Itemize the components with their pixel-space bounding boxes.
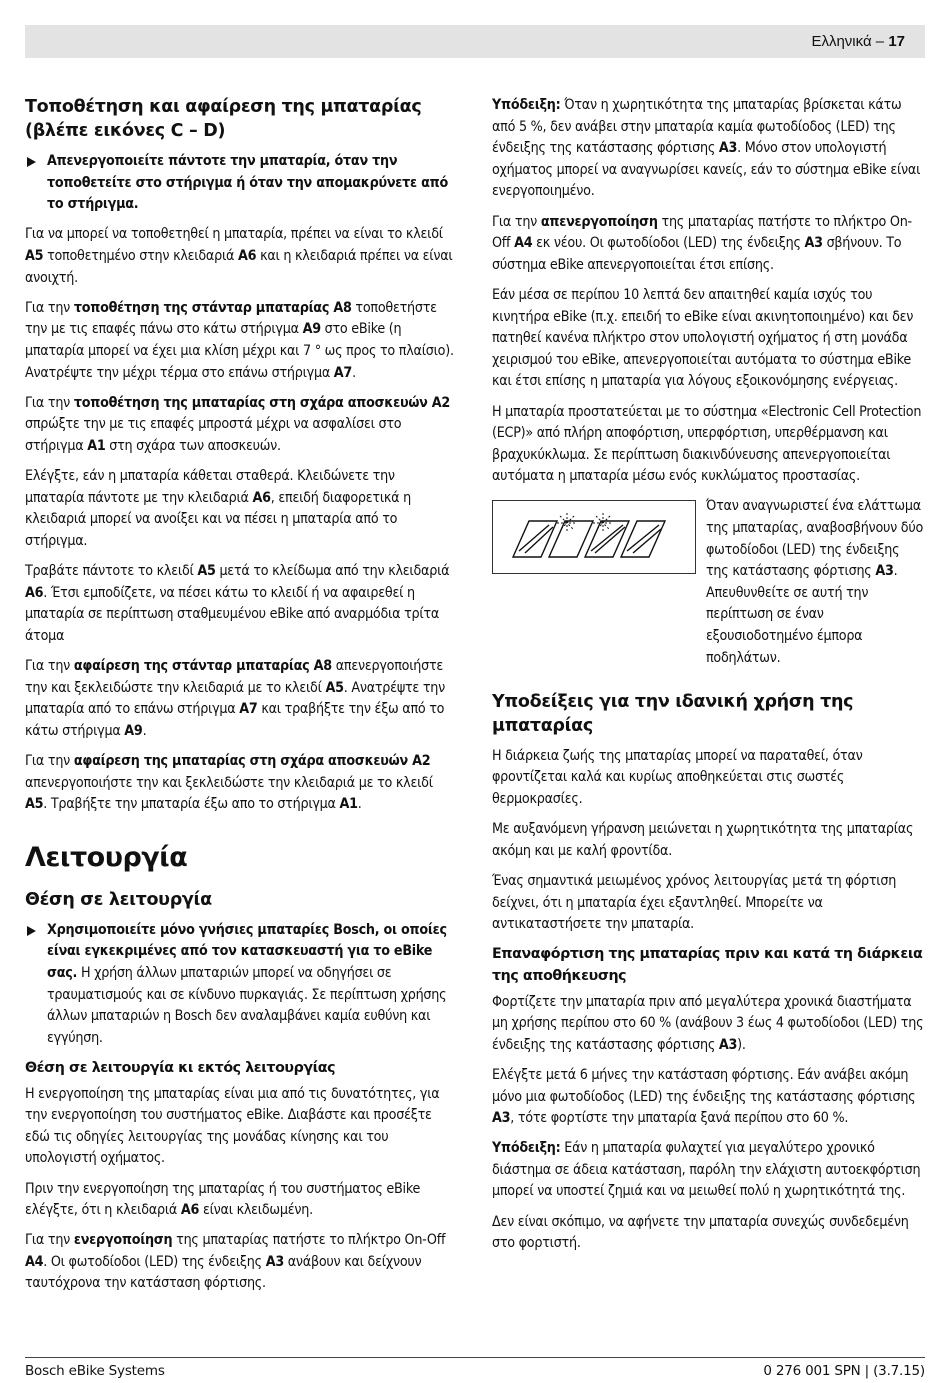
paragraph: Για την τοποθέτηση της μπαταρίας στη σχάρα αποσκευών A2 σπρώξτε την με τις επαφές μπροστά μέχρι να ασφαλίσει στο στήριγμα A1 στη σχάρα των αποσκευών. <box>25 394 451 454</box>
paragraph: Η ενεργοποίηση της μπαταρίας είναι μια από τις δυνατότητες, για την ενεργοποίηση του συστήματος eBike. Διαβάστε και προσέξτε εδώ τις οδηγίες λειτουργίας της μονάδας κίνησης και του υπολογιστή οχήματος. <box>25 1085 440 1167</box>
paragraph: Τραβάτε πάντοτε το κλειδί A5 μετά το κλείδωμα από την κλειδαριά A6. Έτσι εμποδίζετε, να πέσει κάτω το κλειδί ή να αφαιρεθεί η μπαταρία σε περίπτωση σταθμευμένου eBike από αναρμόδια τρίτα άτομα <box>25 563 450 644</box>
paragraph: Ένας σημαντικά μειωμένος χρόνος λειτουργίας μετά τη φόρτιση δείχνει, ότι η μπαταρία έχει εξαντληθεί. Μπορείτε να αντικαταστήσετε την μπαταρία. <box>492 872 897 933</box>
paragraph-fault: Όταν αναγνωριστεί ένα ελάττωμα της μπαταρίας, αναβοσβήνουν δύο φωτοδίοδοι (LED) της ένδειξης της κατάστασης φόρτισης A3. Απευθυνθείτε σε αυτή την περίπτωση σε έναν εξουσιοδοτημένο έμπορα ποδηλάτων. <box>706 498 924 666</box>
paragraph: Δεν είναι σκόπιμο, να αφήνετε την μπαταρία συνεχώς συνδεδεμένη στο φορτιστή. <box>492 1213 909 1252</box>
heading-startup: Θέση σε λειτουργία <box>25 889 212 910</box>
battery-led-flash-icon <box>499 507 689 567</box>
paragraph: Υπόδειξη: Εάν η μπαταρία φυλαχτεί για μεγαλύτερο χρονικό διάστημα σε άδεια κατάσταση, παρόλη την ελάχιστη αυτοεκφόρτιση μπορεί να υποστεί ζημιά και να μειωθεί πολύ η χωρητικότητά της. <box>492 1140 921 1200</box>
paragraph: Για την απενεργοποίηση της μπαταρίας πατήστε το πλήκτρο On-Off A4 εκ νέου. Οι φωτοδίοδοι (LED) της ένδειξης A3 σβήνουν. Το σύστημα eBike απενεργοποιείται έτσι επίσης. <box>492 213 912 273</box>
paragraph: Εάν μέσα σε περίπου 10 λεπτά δεν απαιτηθεί καμία ισχύς του κινητήρα eBike (π.χ. επειδή το eBike είναι ακινητοποιημένο) και δεν πατηθεί κανένα πλήκτρο στον υπολογιστή οχήματος ή στη μονάδα χειρισμού του eBike, απενεργοποιείται αυτόματα το σύστημα eBike και έτσι επίσης η μπαταρία για λόγους εξοικονόμησης ενέργειας. <box>492 286 914 390</box>
heading-on-off: Θέση σε λειτουργία κι εκτός λειτουργίας <box>25 1059 336 1076</box>
paragraph: Για την ενεργοποίηση της μπαταρίας πατήστε το πλήκτρο On-Off A4. Οι φωτοδίοδοι (LED) της ένδειξης A3 ανάβουν και δείχνουν ταυτόχρονα την κατάσταση φόρτισης. <box>25 1232 446 1292</box>
warning-switch-off: Απενεργοποιείτε πάντοτε την μπαταρία, όταν την τοποθετείτε στο στήριγμα ή όταν την απομακρύνετε από το στήριγμα. <box>25 151 457 216</box>
page-header <box>25 25 925 58</box>
right-column <box>492 95 924 1263</box>
paragraph: Για την αφαίρεση της στάνταρ μπαταρίας A8 απενεργοποιήστε την και ξεκλειδώστε την κλειδαριά με το κλειδί A5. Ανατρέψτε την μπαταρία από το επάνω στήριγμα A7 και τραβήξτε την έξω από το κάτω στήριγμα A9. <box>25 658 446 739</box>
footer-brand: Bosch eBike Systems <box>25 1363 165 1379</box>
paragraph: Πριν την ενεργοποίηση της μπαταρίας ή του συστήματος eBike ελέγξτε, ότι η κλειδαριά A6 είναι κλειδωμένη. <box>25 1180 421 1219</box>
paragraph: Η διάρκεια ζωής της μπαταρίας μπορεί να παραταθεί, όταν φροντίζεται καλά και κυρίως αποθηκεύεται στις σωστές θερμοκρασίες. <box>492 747 863 807</box>
paragraph: Για την τοποθέτηση της στάνταρ μπαταρίας A8 τοποθετήστε την με τις επαφές πάνω στο κάτω στήριγμα A9 στο eBike (η μπαταρία μπορεί να έχει μια κλίση μέχρι και 7 ° ως προς το πλαίσιο). Ανατρέψτε την μέχρι τέρμα στο επάνω στήριγμα A7. <box>25 299 454 381</box>
paragraph: Ελέγξτε, εάν η μπαταρία κάθεται σταθερά. Κλειδώνετε την μπαταρία πάντοτε με την κλειδαριά A6, επειδή διαφορετικά η κλειδαριά μπορεί να ανοίξει και να πέσει η μπαταρία από το στήριγμα. <box>25 468 411 549</box>
heading-operation: Λειτουργία <box>25 841 188 873</box>
footer-doc-number: 0 276 001 SPN | (3.7.15) <box>763 1363 925 1379</box>
led-fault-figure <box>492 500 696 574</box>
warning-genuine-batteries: Χρησιμοποιείτε μόνο γνήσιες μπαταρίες Bosch, οι οποίες είναι εγκεκριμένες από τον κατασκευαστή για το eBike σας. Η χρήση άλλων μπαταριών μπορεί να οδηγήσει σε τραυματισμούς και σε κίνδυνο πυρκαγιάς. Σε περίπτωση χρήσης άλλων μπαταριών η Bosch δεν αναλαμβάνει καμία ευθύνη και εγγύηση. <box>25 920 457 1050</box>
bullet-arrow-icon <box>27 926 36 936</box>
page-number: Ελληνικά – 17 <box>811 33 905 50</box>
heading-install-remove: Τοποθέτηση και αφαίρεση της μπαταρίας (βλέπε εικόνες C – D) <box>25 97 422 141</box>
page-footer <box>25 1357 925 1379</box>
heading-tips: Υποδείξεις για την ιδανική χρήση της μπαταρίας <box>492 691 854 736</box>
paragraph: Η μπαταρία προστατεύεται με το σύστημα «Electronic Cell Protection (ECP)» από πλήρη αποφόρτιση, υπερφόρτιση, υπερθέρμανση και βραχυκύκλωμα. Σε περίπτωση διακινδύνευσης απενεργοποιείται αυτόματα η μπαταρία μέσω ενός κυκλώματος προστασίας. <box>492 403 922 485</box>
paragraph: Για να μπορεί να τοποθετηθεί η μπαταρία, πρέπει να είναι το κλειδί A5 τοποθετημένο στην κλειδαριά A6 και η κλειδαριά πρέπει να είναι ανοιχτή. <box>25 226 453 286</box>
paragraph: Για την αφαίρεση της μπαταρίας στη σχάρα αποσκευών A2 απενεργοποιήστε την και ξεκλειδώστε την κλειδαριά με το κλειδί A5. Τραβήξτε την μπαταρία έξω απο το στήριγμα A1. <box>25 753 433 813</box>
paragraph: Ελέγξτε μετά 6 μήνες την κατάσταση φόρτισης. Εάν ανάβει ακόμη μόνο μια φωτοδίοδος (LED) της ένδειξης της κατάστασης φόρτισης A3, τότε φορτίστε την μπαταρία ξανά περίπου στο 60 %. <box>492 1066 916 1127</box>
heading-recharge-storage: Επαναφόρτιση της μπαταρίας πριν και κατά τη διάρκεια της αποθήκευσης <box>492 946 923 984</box>
bullet-arrow-icon <box>27 157 36 167</box>
paragraph: Υπόδειξη: Όταν η χωρητικότητα της μπαταρίας βρίσκεται κάτω από 5 %, δεν ανάβει στην μπαταρία καμία φωτοδίοδος (LED) της ένδειξης της κατάστασης φόρτισης A3. Μόνο στον υπολογιστή οχήματος μπορεί να αναγνωρίσει κανείς, εάν το σύστημα eBike είναι ενεργοποιημένο. <box>492 97 921 200</box>
paragraph: Φορτίζετε την μπαταρία πριν από μεγαλύτερα χρονικά διαστήματα μη χρήσης περίπου στο 60 % (ανάβουν 3 έως 4 φωτοδίοδοι (LED) της ένδειξης της κατάστασης φόρτισης A3). <box>492 993 924 1053</box>
fault-indicator-row <box>492 496 924 677</box>
paragraph: Με αυξανόμενη γήρανση μειώνεται η χωρητικότητα της μπαταρίας ακόμη και με καλή φροντίδα. <box>492 821 914 859</box>
left-column <box>25 95 457 1304</box>
